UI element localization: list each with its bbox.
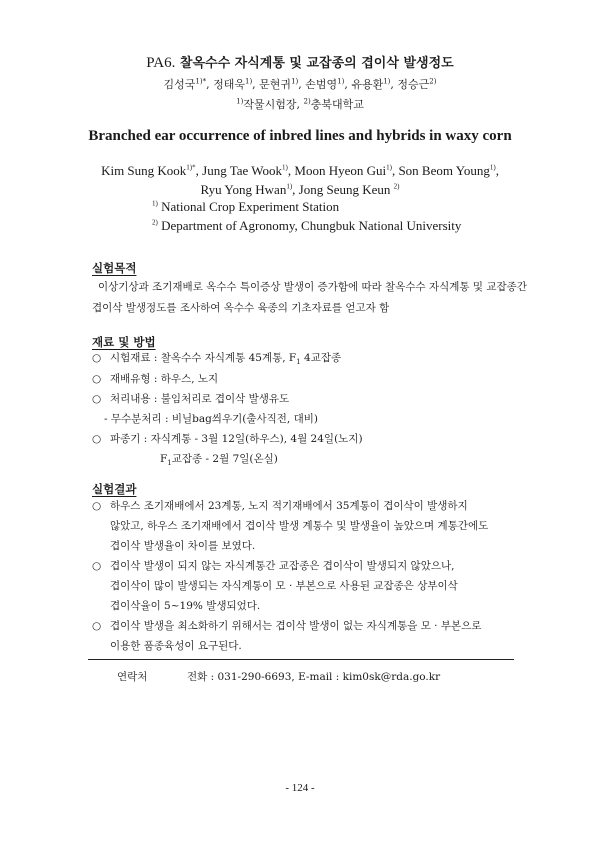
method-subtreatment: - 무수분처리 : 비닐bag씌우기(출사직전, 대비)	[104, 413, 318, 425]
korean-title-text: 찰옥수수 자식계통 및 교잡종의 겹이삭 발생정도	[179, 56, 454, 71]
english-authors-line-2: Ryu Yong Hwan$^{1)}$, Jong Seung Keun $^{2)}$	[200, 182, 400, 197]
result-1-line-3: 겹이삭 발생율이 차이를 보였다.	[110, 540, 256, 552]
method-sowing-hybrid: $F_1$교잡종 - 2월 7일(온실)	[160, 453, 278, 468]
result-2-line-1: ○ 겹이삭 발생이 되지 않는 자식계통간 교잡종은 겹이삭이 발생되지 않았으나,	[92, 560, 455, 572]
method-cultivation: ○ 재배유형 : 하우스, 노지	[92, 373, 219, 385]
english-title: Branched ear occurrence of inbred lines and hybrids in waxy corn	[88, 128, 512, 144]
english-authors-line-1: Kim Sung Kook$^{1)*}$, Jung Tae Wook$^{1)}$, Moon Hyeon Gui$^{1)}$, Son Beom Young$^{1)}$,	[101, 163, 499, 178]
materials-methods-heading: 재료 및 방법	[92, 335, 156, 349]
abstract-code: PA6.	[146, 55, 176, 71]
method-sowing: ○ 파종기 : 자식계통 - 3월 12일(하우스), 4월 24일(노지)	[92, 433, 363, 445]
result-3-line-2: 이용한 품종육성이 요구된다.	[110, 640, 242, 652]
korean-authors: 김성국$^{1)*}$, 정태욱$^{1)}$, 문현귀$^{1)}$, 손범영$^{1)}$, 유용환$^{1)}$, 정승근$^{2)}$	[163, 77, 437, 91]
english-affiliation-1: $^{1)}$ National Crop Experiment Station	[152, 199, 340, 214]
result-2-line-3: 겹이삭율이 5~19% 발생되었다.	[110, 600, 261, 612]
method-treatment: ○ 처리내용 : 불임처리로 겹이삭 발생유도	[92, 393, 290, 405]
result-2-line-2: 겹이삭이 많이 발생되는 자식계통이 모 · 부본으로 사용된 교잡종은 상부이삭	[110, 580, 458, 592]
footer-divider	[88, 659, 514, 660]
purpose-text: 이상기상과 조기재배로 옥수수 특이증상 발생이 증가함에 따라 찰옥수수 자식계통 및 교잡종간 겹이삭 발생정도를 조사하여 옥수수 육종의 기초자료를 얻고자 함	[92, 281, 527, 314]
result-1-line-1: ○ 하우스 조기재배에서 23계통, 노지 적기재배에서 35계통이 겹이삭이 발생하지	[92, 500, 468, 512]
contact-label: 연락처	[117, 671, 148, 683]
korean-title	[0, 52, 600, 72]
english-affiliation-2: $^{2)}$ Department of Agronomy, Chungbuk National University	[152, 218, 462, 233]
contact-details: 전화 : 031-290-6693, E-mail : kim0sk@rda.go.kr	[187, 671, 441, 683]
korean-affiliations: $^{1)}$작물시험장, $^{2)}$충북대학교	[236, 97, 364, 111]
results-heading: 실험결과	[92, 482, 137, 496]
purpose-heading: 실험목적	[92, 261, 137, 275]
page-number: - 124 -	[285, 782, 315, 794]
result-1-line-2: 않았고, 하우스 조기재배에서 겹이삭 발생 계통수 및 발생율이 높았으며 계통간에도	[110, 520, 489, 532]
method-material: ○ 시험재료 : 찰옥수수 자식계통 45계통, $F_1$ 4교잡종	[92, 352, 342, 367]
result-3-line-1: ○ 겹이삭 발생을 최소화하기 위해서는 겹이삭 발생이 없는 자식계통을 모 · 부본으로	[92, 620, 482, 632]
